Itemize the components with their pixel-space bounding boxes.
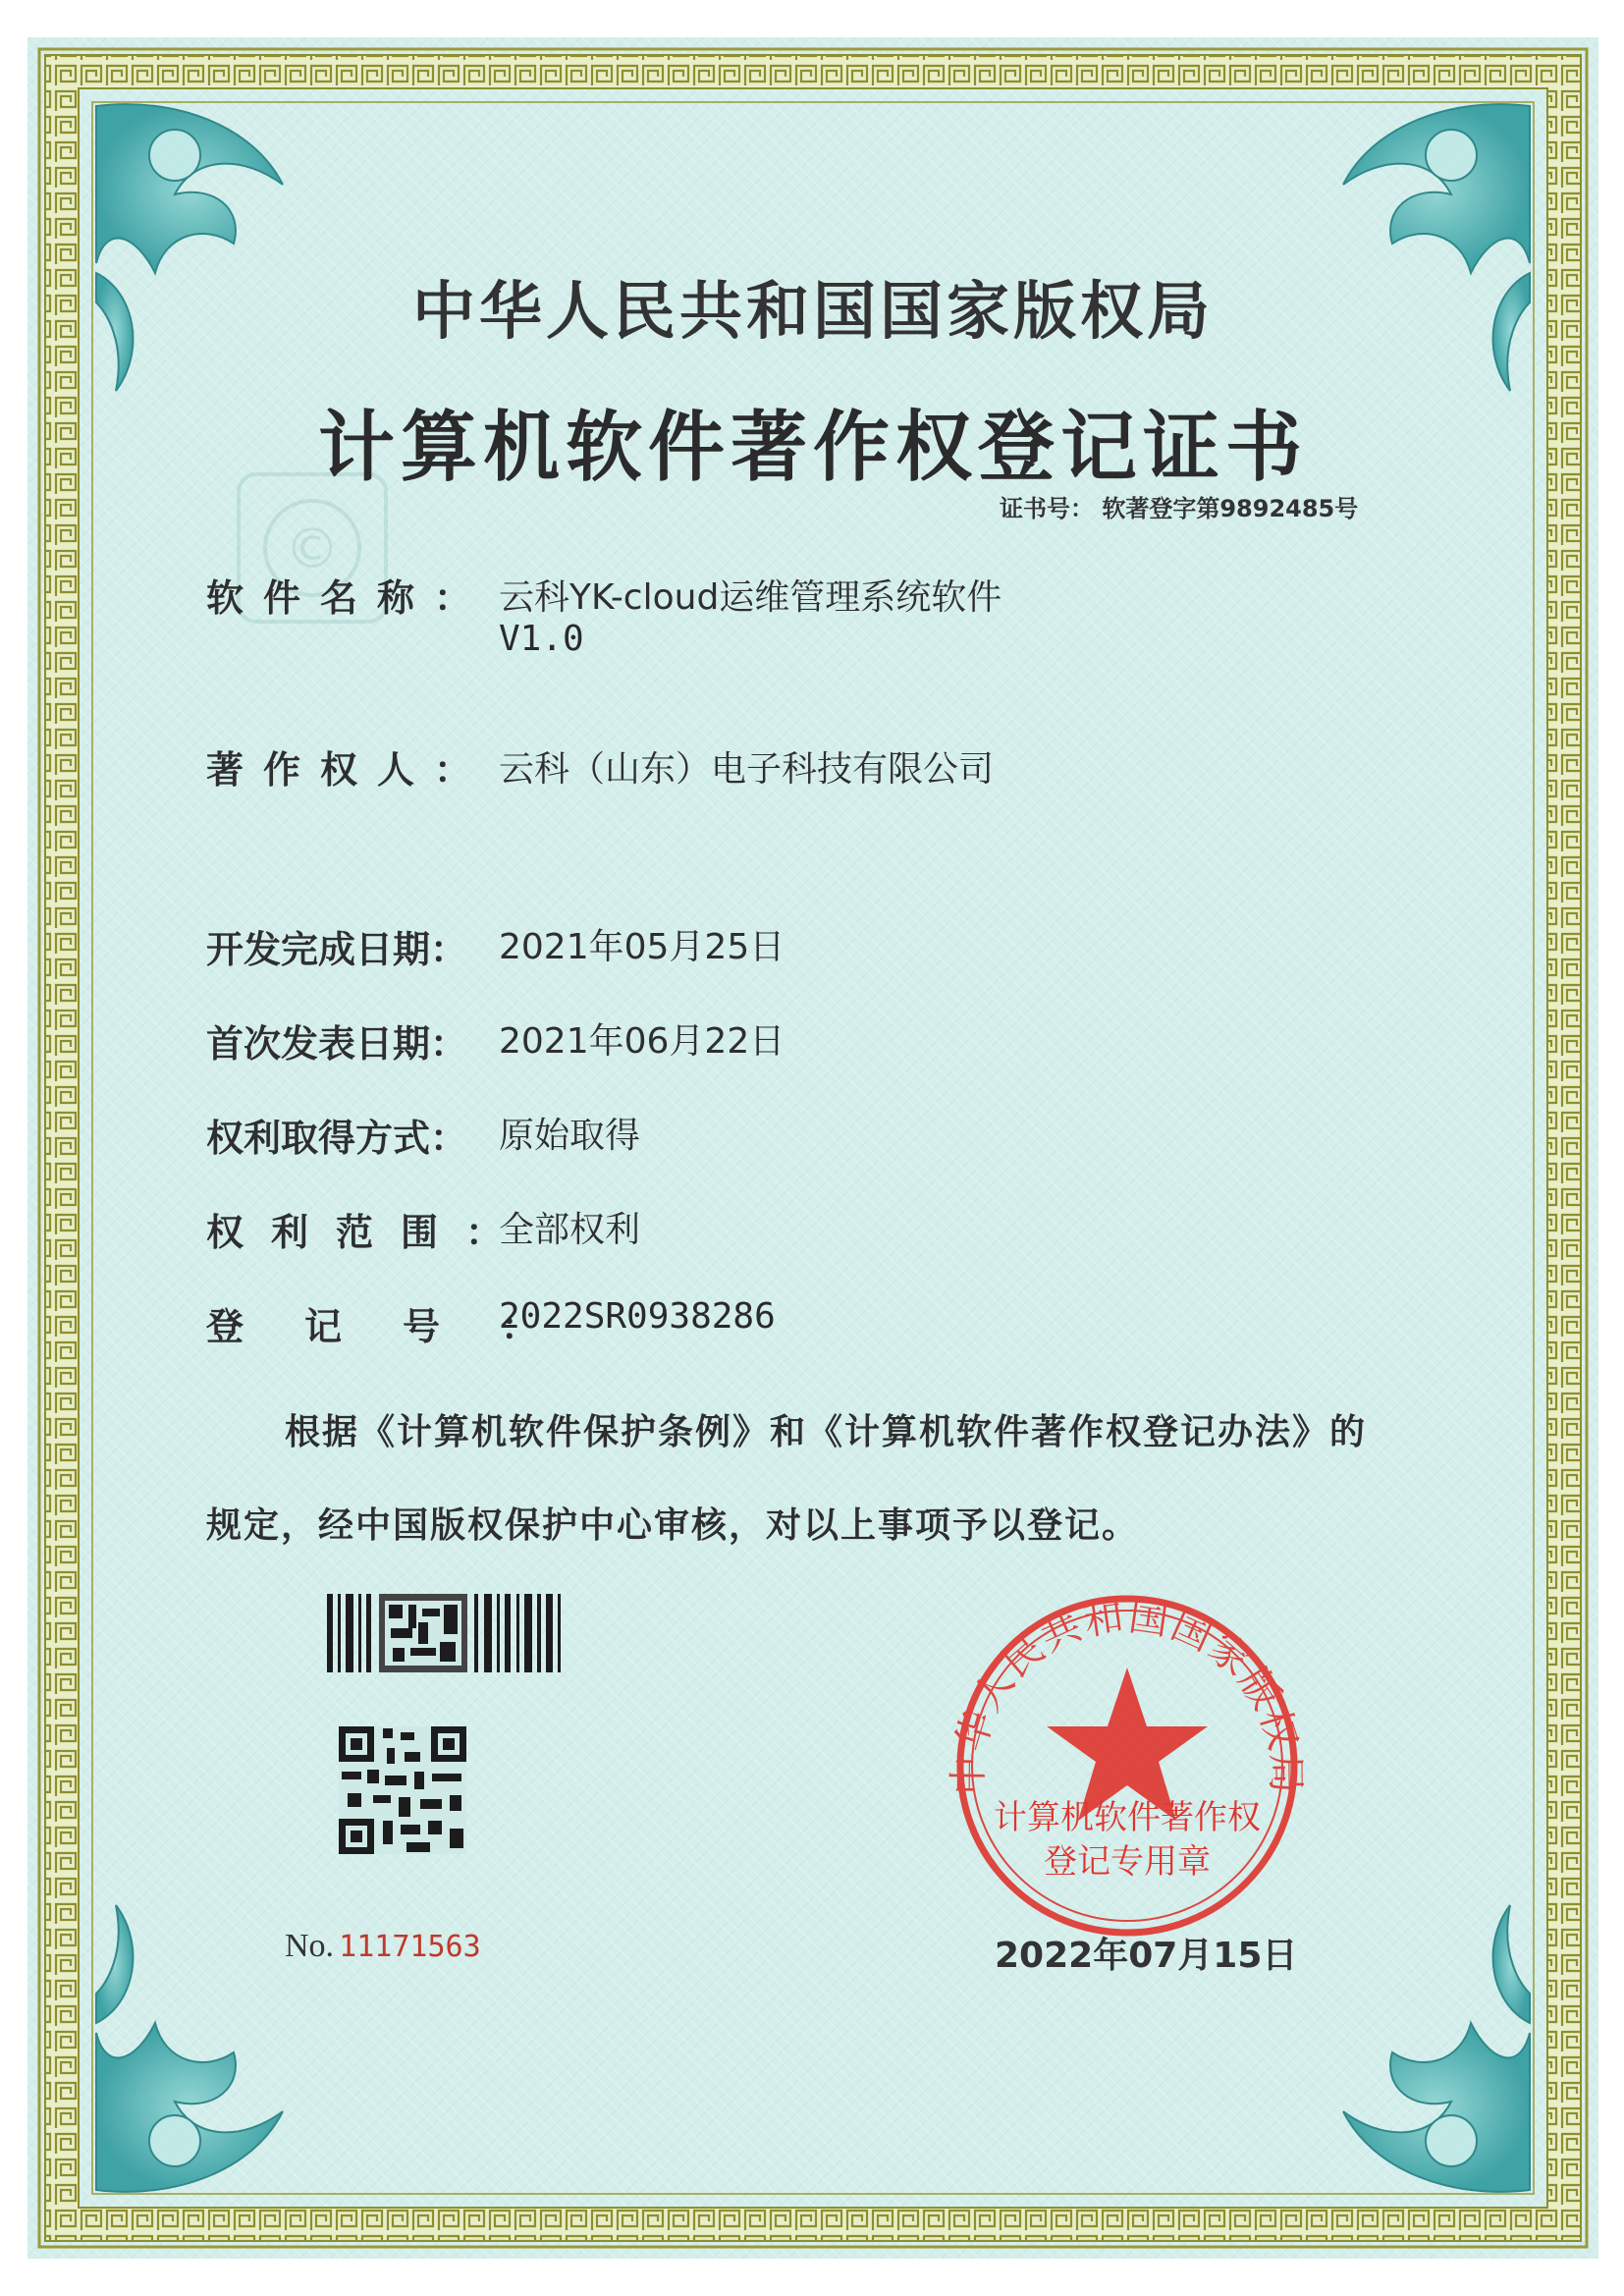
certificate-title: 计算机软件著作权登记证书: [317, 404, 1308, 492]
statement-line-1: 根据《计算机软件保护条例》和《计算机软件著作权登记办法》的: [285, 1412, 1368, 1452]
serial-value: 11171563: [339, 1930, 481, 1964]
serial-label: No.: [285, 1928, 335, 1964]
pub-date-value: 2021年06月22日: [499, 1021, 785, 1062]
acquire-method-label: 权利取得方式：: [206, 1117, 468, 1160]
corner-ornament-bottom-left: [96, 1905, 283, 2192]
dev-date-label: 开发完成日期：: [206, 928, 468, 971]
pub-date-label: 首次发表日期：: [206, 1022, 468, 1066]
seal-line-2: 登记专用章: [1044, 1842, 1211, 1882]
software-name-label: 软件名称：: [206, 576, 492, 620]
issue-date: 2022年07月15日: [995, 1936, 1298, 1976]
software-name-value: 云科YK-cloud运维管理系统软件: [499, 577, 1002, 618]
qr-code: [339, 1726, 466, 1854]
acquire-method-value: 原始取得: [499, 1116, 641, 1156]
certificate-number: [1000, 489, 1358, 523]
rights-scope-label: 权利范围：: [206, 1211, 531, 1254]
statement-line-2: 规定，经中国版权保护中心审核，对以上事项予以登记。: [206, 1505, 1140, 1546]
corner-ornament-bottom-right: [1343, 1905, 1530, 2192]
certificate-sheet: [27, 37, 1598, 2259]
reg-number-value: 2022SR0938286: [499, 1296, 776, 1337]
seal-ring-text: 中华人民共和国国家版权局: [946, 1594, 1309, 1796]
seal-line-1: 计算机软件著作权: [994, 1798, 1261, 1837]
cert-no-label: 证书号：: [1000, 495, 1094, 522]
serial-number: [285, 1928, 481, 1965]
owner-label: 著作权人：: [206, 748, 492, 792]
rights-scope-value: 全部权利: [499, 1210, 641, 1250]
issuer-title: 中华人民共和国国家版权局: [412, 276, 1214, 349]
dev-date-value: 2021年05月25日: [499, 927, 785, 967]
svg-text:©: ©: [285, 518, 340, 581]
reg-number-label: 登记号：: [206, 1305, 600, 1348]
owner-value: 云科（山东）电子科技有限公司: [499, 749, 995, 790]
barcode: [327, 1594, 561, 1672]
cert-no-value: 软著登字第9892485号: [1102, 495, 1359, 522]
software-version-value: V1.0: [499, 619, 584, 659]
